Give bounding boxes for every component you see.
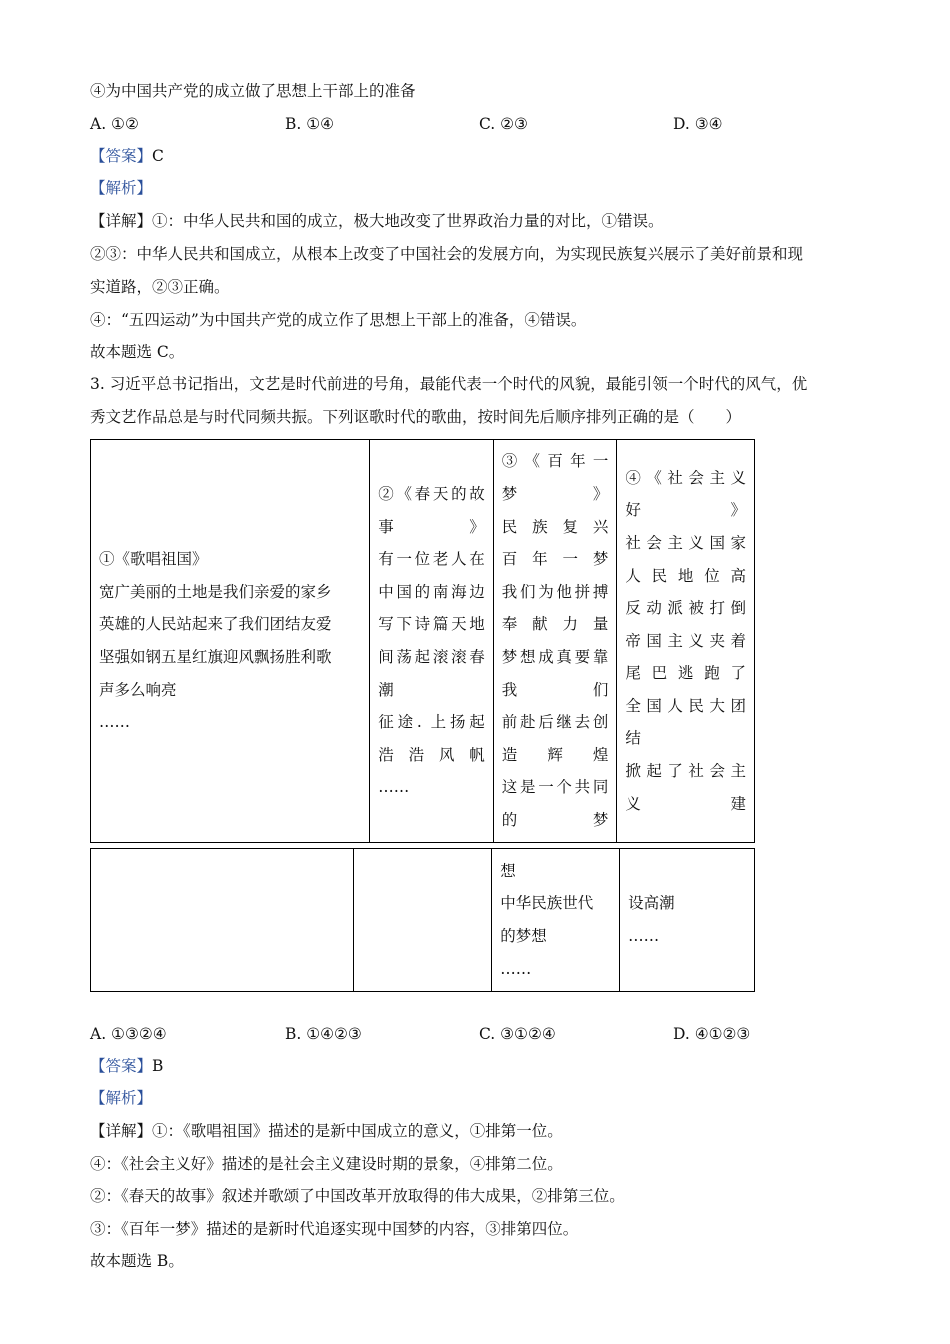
- q3-conclusion: 故本题选 B。: [90, 1252, 184, 1270]
- answer-label: 【答案】: [90, 147, 153, 165]
- lyric-line: 义建: [625, 794, 746, 813]
- lyric-line: 反动派被打倒: [625, 599, 746, 618]
- songs-table-continued: [90, 848, 755, 992]
- lyric-line: 帝国主义夹着: [625, 631, 746, 650]
- lyric-line: 事》: [378, 517, 485, 536]
- lyric-line: 社会主义国家: [625, 533, 746, 552]
- q2-option-b: B. ①④: [285, 115, 335, 133]
- q2-option-d: D. ③④: [673, 115, 723, 133]
- q3-detail-4: ③：《百年一梦》描述的是新时代追逐实现中国梦的内容，③排第四位。: [90, 1220, 579, 1238]
- q2-option-a: A. ①②: [90, 115, 139, 133]
- q2-detail-2a: ②③：中华人民共和国成立，从根本上改变了中国社会的发展方向，为实现民族复兴展示了美好前景和现: [90, 245, 804, 263]
- lyric-line: ……: [628, 927, 660, 945]
- lyric-line: 间荡起滚滚春: [378, 648, 485, 666]
- answer-value: B: [152, 1057, 164, 1075]
- song4-cont-cell: [620, 849, 755, 992]
- lyric-line: 梦》: [501, 485, 609, 504]
- lyric-line: 造辉煌: [501, 745, 609, 764]
- lyric-line: 人民地位高: [625, 566, 746, 585]
- lyric-line: 民族复兴: [501, 517, 609, 536]
- lyric-line: 掀起了社会主: [625, 762, 746, 781]
- lyric-line: ……: [99, 713, 130, 732]
- q2-detail-3: ④：“五四运动”为中国共产党的成立作了思想上干部上的准备，④错误。: [90, 311, 587, 329]
- song1-cell: [91, 440, 370, 843]
- lyric-line: ……: [378, 778, 410, 797]
- lyric-line: ③《百年一: [501, 452, 609, 471]
- lyric-line: 英雄的人民站起来了我们团结友爱: [99, 615, 332, 634]
- q3-option-c: C. ③①②④: [479, 1025, 556, 1043]
- song3-cell: [493, 440, 617, 843]
- lyric-line: ②《春天的故: [378, 485, 485, 504]
- q3-option-a: A. ①③②④: [90, 1025, 167, 1043]
- q2-detail-2b: 实道路，②③正确。: [90, 278, 230, 296]
- lyric-line: 潮: [378, 680, 394, 699]
- q2-conclusion: 故本题选 C。: [90, 343, 185, 361]
- lyric-line: 声多么响亮: [99, 680, 177, 699]
- lyric-line: 的梦: [501, 810, 609, 829]
- q2-detail-1: 【详解】①：中华人民共和国的成立，极大地改变了世界政治力量的对比，①错误。: [90, 212, 664, 230]
- q2-item4: ④为中国共产党的成立做了思想上干部上的准备: [90, 82, 416, 100]
- lyric-line: 坚强如钢五星红旗迎风飘扬胜利歌: [99, 648, 332, 666]
- lyric-line: 浩浩风帆: [378, 745, 485, 764]
- lyric-line: ……: [500, 959, 532, 978]
- q3-stem-line2: 秀文艺作品总是与时代同频共振。下列讴歌时代的歌曲，按时间先后顺序排列正确的是（ ）: [90, 408, 742, 426]
- song2-cell: [370, 440, 494, 843]
- q3-detail-3: ②：《春天的故事》叙述并歌颂了中国改革开放取得的伟大成果，②排第三位。: [90, 1187, 625, 1205]
- lyric-line: 中华民族世代: [500, 894, 594, 913]
- song4-cell: [617, 440, 755, 843]
- lyric-line: 结: [625, 729, 641, 748]
- lyric-line: 写下诗篇天地: [378, 615, 485, 634]
- lyric-line: 征途. 上扬起: [378, 713, 485, 732]
- lyric-line: 梦想成真要靠: [501, 648, 609, 666]
- lyric-line: 我们: [501, 680, 609, 699]
- lyric-line: 宽广美丽的土地是我们亲爱的家乡: [99, 582, 332, 601]
- lyric-line: ①《歌唱祖国》: [99, 550, 208, 569]
- q2-analysis-label: 【解析】: [90, 179, 153, 197]
- q3-stem-line1: 3. 习近平总书记指出，文艺是时代前进的号角，最能代表一个时代的风貌，最能引领一个时代的风气，优: [90, 375, 808, 393]
- lyric-line: 想: [500, 861, 516, 880]
- lyric-line: 有一位老人在: [378, 550, 485, 569]
- lyric-line: 我们为他拼搏: [501, 582, 609, 601]
- q3-option-d: D. ④①②③: [673, 1025, 751, 1043]
- lyric-line: 这是一个共同: [501, 778, 609, 797]
- q3-analysis-label: 【解析】: [90, 1089, 153, 1107]
- answer-value: C: [152, 147, 164, 165]
- lyric-line: 奉献力量: [501, 615, 609, 634]
- lyric-line: 百年一梦: [501, 550, 609, 569]
- lyric-line: ④《社会主义: [625, 468, 746, 487]
- q3-answer: [90, 1056, 163, 1076]
- q3-option-b: B. ①④②③: [285, 1025, 362, 1043]
- q2-option-c: C. ②③: [479, 115, 528, 133]
- q2-answer: [90, 146, 164, 166]
- lyric-line: 的梦想: [500, 927, 547, 945]
- lyric-line: 尾巴逃跑了: [625, 664, 746, 683]
- song1-cont-cell: [91, 849, 354, 992]
- lyric-line: 中国的南海边: [378, 582, 485, 601]
- lyric-line: 前赴后继去创: [501, 713, 609, 732]
- lyric-line: 全国人民大团: [625, 696, 746, 715]
- song2-cont-cell: [354, 849, 492, 992]
- song3-cont-cell: [492, 849, 620, 992]
- lyric-line: 设高潮: [628, 894, 675, 913]
- lyric-line: 好》: [625, 501, 746, 520]
- songs-table: [90, 439, 755, 843]
- q3-detail-2: ④：《社会主义好》描述的是社会主义建设时期的景象，④排第二位。: [90, 1155, 563, 1173]
- q3-detail-1: 【详解】①：《歌唱祖国》描述的是新中国成立的意义，①排第一位。: [90, 1122, 563, 1140]
- answer-label: 【答案】: [90, 1057, 153, 1075]
